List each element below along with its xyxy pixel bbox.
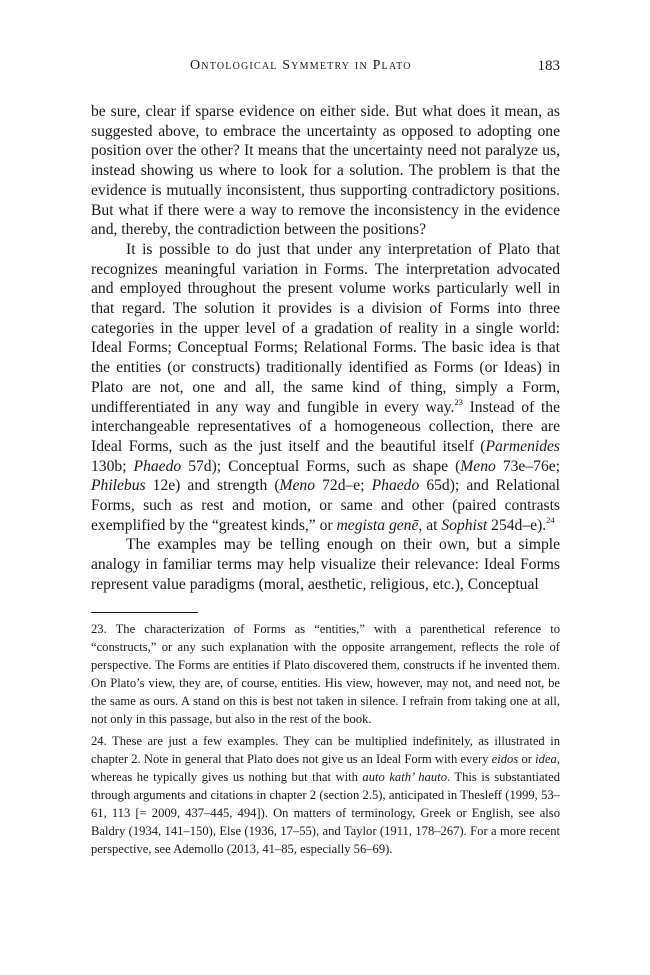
text-run: It is possible to do just that under any interpretation of Plato that recognizes meaningful variation in Forms. The interpretation advocated and employed throughout the present volume works particularly well in that regard. The solution it provides is a division of Forms into three categories in the upper level of a gradation of reality in a single world: Ideal Forms; Conceptual Forms; Relational Forms. The basic idea is that the entities (or constructs) traditionally identified as Forms (or Ideas) in Plato are not, one and all, the same kind of thing, simply a Form, undifferentiated in any way and fungible in every way. <box>91 240 560 416</box>
footnote-ref-24[interactable]: 24 <box>546 514 555 525</box>
greek-term: eidos <box>491 752 519 766</box>
main-text <box>91 102 560 595</box>
work-title: Parmenides <box>485 437 560 455</box>
work-title: Meno <box>460 457 496 475</box>
text-run: 254d–e). <box>487 516 547 534</box>
text-run: , whereas he typically gives us nothing but that with <box>91 752 560 784</box>
greek-term: megista genē <box>336 516 419 534</box>
text-run: 57d); Conceptual Forms, such as shape ( <box>181 457 461 475</box>
greek-term: auto kath’ hauto <box>362 770 447 784</box>
footnote-24 <box>91 732 560 858</box>
running-title: Ontological Symmetry in Plato <box>190 58 412 73</box>
text-run: , at <box>418 516 442 534</box>
text-run: Instead of the interchangeable representatives of a homogeneous collection, there are Ideal Forms, such as the just itself and the beautiful itself ( <box>91 398 560 455</box>
text-run: 12e) and strength ( <box>145 477 280 495</box>
work-title: Sophist <box>441 516 488 534</box>
text-run: 65d); and Relational Forms, such as rest and motion, or same and other (paired contrasts exemplified by the “greatest kinds,” or <box>91 477 560 534</box>
page-number: 183 <box>537 58 560 74</box>
work-title: Phaedo <box>371 477 420 495</box>
work-title: Meno <box>279 477 316 495</box>
paragraph-2 <box>91 240 560 536</box>
footnote-23: 23. The characterization of Forms as “entities,” with a parenthetical reference to “constructs,” or any such explanation with the opposite arrangement, reflects the role of perspective. The Forms are entities if Plato discovered them, constructs if he invented them. On Plato’s view, they are, of course, entities. His view, however, may not, and need not, be the same as ours. A stand on this is best not taken in silence. I refrain from taking one at all, not only in this passage, but also in the rest of the book. <box>91 622 560 726</box>
text-run: or <box>518 752 536 766</box>
text-run: 24. These are just a few examples. They can be multiplied indefinitely, as illustrated in chapter 2. Note in general that Plato does not give us an Ideal Form with every <box>91 734 560 766</box>
text-run: . This is substantiated through arguments and citations in chapter 2 (section 2.5), anticipated in Thesleff (1999, 53–61, 113 [= 2009, 437–445, 494]). On matters of terminology, Greek or English, see also Baldry (1934, 141–150), Else (1936, 17–55), and Taylor (1911, 178–267). For a more recent perspective, see Ademollo (2013, 41–85, especially 56–69). <box>91 770 560 856</box>
text-run: 73e–76e; <box>495 457 560 475</box>
paragraph-3: The examples may be telling enough on their own, but a simple analogy in familiar terms may help visualize their relevance: Ideal Forms represent value paradigms (moral, aesthetic, religious, etc.), Conceptual <box>91 536 560 593</box>
work-title: Philebus <box>91 477 146 495</box>
footnote-ref-23[interactable]: 23 <box>454 396 463 407</box>
running-header <box>0 58 650 80</box>
paragraph-1: be sure, clear if sparse evidence on either side. But what does it mean, as suggested above, to embrace the uncertainty as opposed to adopting one position over the other? It means that the uncertainty need not paralyze us, instead showing us where to look for a solution. The problem is that the evidence is mutually inconsistent, thus supporting contradictory positions. But what if there were a way to remove the inconsistency in the evidence and, thereby, the contradiction between the positions? <box>91 103 560 239</box>
text-run: 130b; <box>91 457 134 475</box>
footnote-divider <box>91 612 198 613</box>
greek-term: idea <box>535 752 557 766</box>
footnotes <box>91 620 560 862</box>
work-title: Phaedo <box>133 457 182 475</box>
text-run: 72d–e; <box>315 477 372 495</box>
